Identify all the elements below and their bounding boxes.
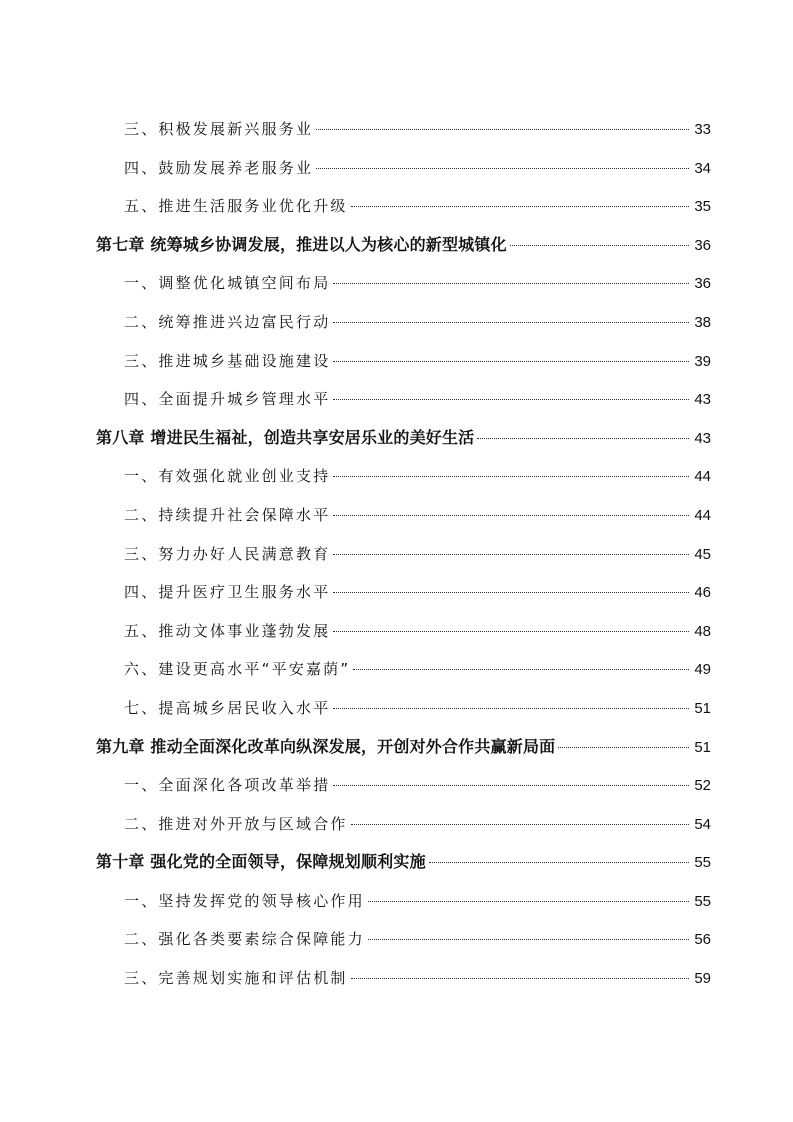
toc-page-number: 43 xyxy=(694,429,711,447)
toc-page-number: 44 xyxy=(694,506,711,524)
toc-entry-title: 一、坚持发挥党的领导核心作用 xyxy=(124,891,365,910)
toc-entry-title: 三、推进城乡基础设施建设 xyxy=(124,351,331,370)
toc-section-entry[interactable] xyxy=(96,882,711,921)
toc-page-number: 55 xyxy=(694,892,711,910)
table-of-contents xyxy=(96,110,711,998)
toc-section-entry[interactable] xyxy=(96,535,711,574)
toc-page-number: 56 xyxy=(694,931,711,949)
toc-entry-title: 六、建设更高水平“平安嘉荫” xyxy=(124,660,351,679)
toc-entry-title: 三、努力办好人民满意教育 xyxy=(124,544,331,563)
toc-dot-leader xyxy=(333,322,689,323)
toc-chapter-entry[interactable] xyxy=(96,843,711,882)
toc-chapter-entry[interactable] xyxy=(96,419,711,458)
toc-section-entry[interactable] xyxy=(96,766,711,805)
toc-page-number: 52 xyxy=(694,777,711,795)
toc-section-entry[interactable] xyxy=(96,110,711,149)
toc-entry-title: 四、提升医疗卫生服务水平 xyxy=(124,583,331,602)
toc-page-number: 46 xyxy=(694,584,711,602)
toc-page-number: 45 xyxy=(694,545,711,563)
toc-page-number: 54 xyxy=(694,815,711,833)
toc-entry-title: 第七章 统筹城乡协调发展，推进以人为核心的新型城镇化 xyxy=(96,234,507,254)
toc-entry-title: 五、推动文体事业蓬勃发展 xyxy=(124,621,331,640)
toc-page-number: 38 xyxy=(694,313,711,331)
toc-dot-leader xyxy=(558,747,689,748)
toc-page-number: 35 xyxy=(694,198,711,216)
toc-section-entry[interactable] xyxy=(96,303,711,342)
toc-entry-title: 二、统筹推进兴边富民行动 xyxy=(124,312,331,331)
toc-entry-title: 第八章 增进民生福祉，创造共享安居乐业的美好生活 xyxy=(96,427,475,447)
toc-page-number: 39 xyxy=(694,352,711,370)
toc-section-entry[interactable] xyxy=(96,342,711,381)
toc-entry-title: 第十章 强化党的全面领导，保障规划顺利实施 xyxy=(96,852,426,872)
toc-entry-title: 四、鼓励发展养老服务业 xyxy=(124,158,314,177)
toc-dot-leader xyxy=(333,515,689,516)
toc-dot-leader xyxy=(351,978,689,979)
toc-dot-leader xyxy=(353,669,689,670)
toc-section-entry[interactable] xyxy=(96,689,711,728)
toc-dot-leader xyxy=(368,939,689,940)
toc-dot-leader xyxy=(333,361,689,362)
toc-dot-leader xyxy=(351,824,689,825)
toc-section-entry[interactable] xyxy=(96,264,711,303)
toc-entry-title: 第九章 推动全面深化改革向纵深发展，开创对外合作共赢新局面 xyxy=(96,736,556,756)
toc-entry-title: 一、全面深化各项改革举措 xyxy=(124,776,331,795)
toc-section-entry[interactable] xyxy=(96,650,711,689)
toc-section-entry[interactable] xyxy=(96,380,711,419)
toc-entry-title: 一、有效强化就业创业支持 xyxy=(124,467,331,486)
toc-page-number: 33 xyxy=(694,121,711,138)
toc-dot-leader xyxy=(333,476,689,477)
toc-section-entry[interactable] xyxy=(96,920,711,959)
toc-section-entry[interactable] xyxy=(96,612,711,651)
toc-dot-leader xyxy=(333,708,689,709)
toc-entry-title: 二、持续提升社会保障水平 xyxy=(124,505,331,524)
toc-dot-leader xyxy=(368,901,689,902)
toc-dot-leader xyxy=(333,785,689,786)
toc-chapter-entry[interactable] xyxy=(96,728,711,767)
toc-page-number: 43 xyxy=(694,391,711,409)
toc-section-entry[interactable] xyxy=(96,959,711,998)
toc-page-number: 44 xyxy=(694,468,711,486)
toc-page-number: 55 xyxy=(694,854,711,872)
toc-section-entry[interactable] xyxy=(96,805,711,844)
toc-page-number: 36 xyxy=(694,236,711,254)
toc-dot-leader xyxy=(333,631,689,632)
toc-section-entry[interactable] xyxy=(96,457,711,496)
toc-page-number: 51 xyxy=(694,699,711,717)
toc-section-entry[interactable] xyxy=(96,496,711,535)
toc-page-number: 49 xyxy=(694,661,711,679)
toc-dot-leader xyxy=(316,168,689,169)
toc-dot-leader xyxy=(351,206,689,207)
toc-page-number: 51 xyxy=(694,738,711,756)
toc-dot-leader xyxy=(477,438,689,439)
toc-section-entry[interactable] xyxy=(96,187,711,226)
toc-section-entry[interactable] xyxy=(96,573,711,612)
toc-page-number: 34 xyxy=(694,159,711,177)
toc-page-number: 59 xyxy=(694,970,711,988)
toc-dot-leader xyxy=(333,283,689,284)
toc-entry-title: 一、调整优化城镇空间布局 xyxy=(124,274,331,293)
toc-dot-leader xyxy=(333,399,689,400)
toc-dot-leader xyxy=(510,245,689,246)
toc-entry-title: 二、推进对外开放与区域合作 xyxy=(124,814,348,833)
toc-section-entry[interactable] xyxy=(96,149,711,188)
toc-dot-leader xyxy=(333,554,689,555)
toc-entry-title: 七、提高城乡居民收入水平 xyxy=(124,698,331,717)
toc-dot-leader xyxy=(333,592,689,593)
toc-page-number: 36 xyxy=(694,275,711,293)
toc-entry-title: 三、积极发展新兴服务业 xyxy=(124,120,314,138)
toc-entry-title: 五、推进生活服务业优化升级 xyxy=(124,197,348,216)
toc-page-number: 48 xyxy=(694,622,711,640)
toc-entry-title: 三、完善规划实施和评估机制 xyxy=(124,969,348,988)
toc-entry-title: 二、强化各类要素综合保障能力 xyxy=(124,930,365,949)
toc-entry-title: 四、全面提升城乡管理水平 xyxy=(124,390,331,409)
toc-chapter-entry[interactable] xyxy=(96,226,711,265)
toc-dot-leader xyxy=(429,862,689,863)
toc-dot-leader xyxy=(316,129,689,130)
